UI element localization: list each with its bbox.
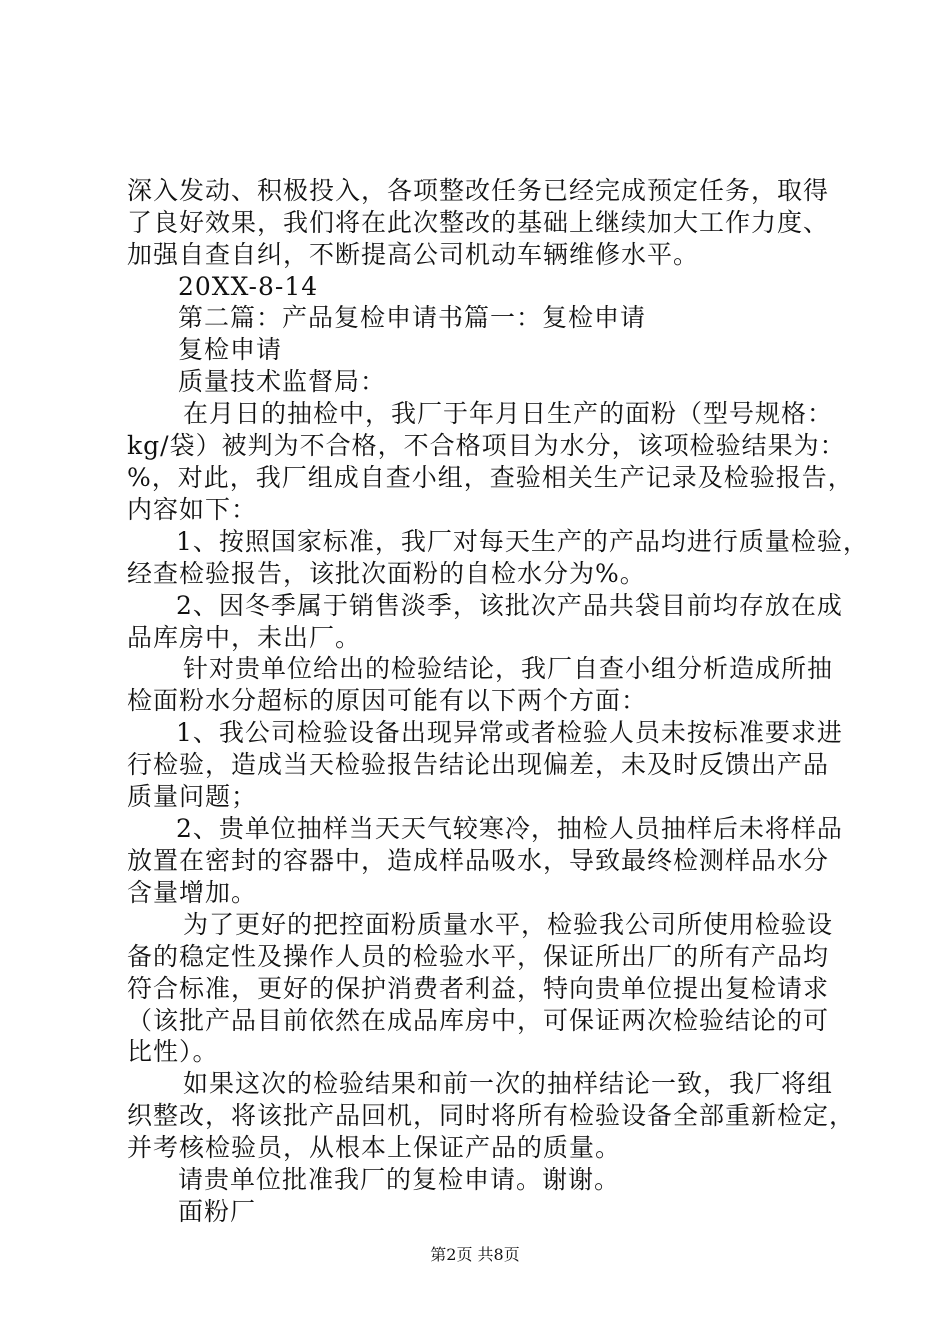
text-line: 织整改，将该批产品回机，同时将所有检验设备全部重新检定， <box>127 1101 856 1130</box>
text-line: 针对贵单位给出的检验结论，我厂自查小组分析造成所抽 <box>183 654 834 683</box>
text-line: 放置在密封的容器中，造成样品吸水，导致最终检测样品水分 <box>127 846 830 875</box>
text-line: %，对此，我厂组成自查小组，查验相关生产记录及检验报告， <box>127 463 854 492</box>
text-line: 2、贵单位抽样当天天气较寒冷，抽检人员抽样后未将样品 <box>176 814 843 843</box>
date-line: 20XX-8-14 <box>178 272 319 301</box>
text-line: 品库房中，未出厂。 <box>127 623 362 652</box>
closing-line: 请贵单位批准我厂的复检申请。谢谢。 <box>178 1165 621 1194</box>
text-line: 在月日的抽检中，我厂于年月日生产的面粉（型号规格： <box>183 399 834 428</box>
page-number: 第2页 共8页 <box>430 1245 520 1264</box>
section-heading: 第二篇：产品复检申请书篇一：复检申请 <box>178 303 647 332</box>
text-line: 内容如下： <box>127 495 258 524</box>
text-line: 如果这次的检验结果和前一次的抽样结论一致，我厂将组 <box>183 1069 834 1098</box>
text-line: 2、因冬季属于销售淡季，该批次产品共袋目前均存放在成 <box>176 591 843 620</box>
text-line: 含量增加。 <box>127 878 258 907</box>
text-line: 符合标准，更好的保护消费者利益，特向贵单位提出复检请求 <box>127 974 830 1003</box>
text-line: 比性）。 <box>127 1037 219 1066</box>
text-line: 行检验，造成当天检验报告结论出现偏差，未及时反馈出产品 <box>127 750 830 779</box>
addressee: 质量技术监督局： <box>178 367 387 396</box>
text-line: 质量问题； <box>127 782 258 811</box>
text-line: 深入发动、积极投入，各项整改任务已经完成预定任务，取得 <box>127 176 830 205</box>
text-line: 了良好效果，我们将在此次整改的基础上继续加大工作力度、 <box>127 208 830 237</box>
text-line: 1、按照国家标准，我厂对每天生产的产品均进行质量检验， <box>176 527 869 556</box>
document-title: 复检申请 <box>178 335 283 364</box>
signature-line: 面粉厂 <box>178 1197 257 1226</box>
text-line: 1、我公司检验设备出现异常或者检验人员未按标准要求进 <box>176 718 843 747</box>
text-line: 备的稳定性及操作人员的检验水平，保证所出厂的所有产品均 <box>127 942 830 971</box>
text-line: 检面粉水分超标的原因可能有以下两个方面： <box>127 686 648 715</box>
text-line: 加强自查自纠，不断提高公司机动车辆维修水平。 <box>127 240 700 269</box>
text-line: 并考核检验员，从根本上保证产品的质量。 <box>127 1133 622 1162</box>
text-line: （该批产品目前依然在成品库房中，可保证两次检验结论的可 <box>127 1006 830 1035</box>
text-line: 经查检验报告，该批次面粉的自检水分为%。 <box>127 559 646 588</box>
text-line: 为了更好的把控面粉质量水平，检验我公司所使用检验设 <box>183 910 834 939</box>
text-line: kg/袋）被判为不合格，不合格项目为水分，该项检验结果为： <box>127 431 846 460</box>
